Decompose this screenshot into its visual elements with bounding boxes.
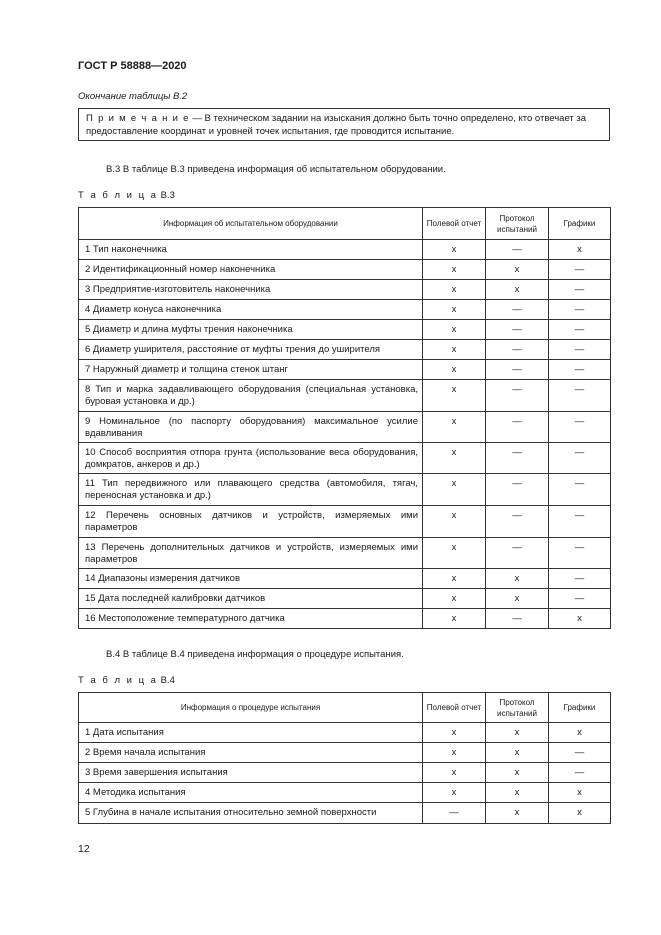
protocol-cell: x [486, 260, 549, 280]
protocol-cell: x [486, 763, 549, 783]
table-row [79, 360, 611, 380]
row-info-cell: 7 Наружный диаметр и толщина стенок штанг [79, 360, 423, 380]
note-box [78, 108, 610, 141]
table-header-row [79, 693, 611, 723]
row-info-cell: 2 Время начала испытания [79, 743, 423, 763]
field-report-cell: — [423, 803, 486, 824]
row-info-cell: 8 Тип и марка задавливающего оборудования (специальная установка, буровая установка и др.) [79, 380, 423, 412]
table-row [79, 609, 611, 629]
graphs-cell: — [549, 743, 611, 763]
table-row [79, 569, 611, 589]
graphs-cell: x [549, 783, 611, 803]
graphs-cell: — [549, 538, 611, 569]
table-row [79, 743, 611, 763]
protocol-cell: — [486, 538, 549, 569]
protocol-cell: — [486, 360, 549, 380]
header-graphs: Графики [549, 693, 611, 723]
protocol-cell: — [486, 412, 549, 443]
field-report-cell: x [423, 340, 486, 360]
row-info-cell: 1 Дата испытания [79, 723, 423, 743]
field-report-cell: x [423, 723, 486, 743]
paragraph-b4: В.4 В таблице В.4 приведена информация о процедуре испытания. [106, 649, 404, 660]
protocol-cell: — [486, 320, 549, 340]
graphs-cell: x [549, 609, 611, 629]
row-info-cell: 4 Методика испытания [79, 783, 423, 803]
graphs-cell: x [549, 803, 611, 824]
table-row [79, 783, 611, 803]
graphs-cell: — [549, 589, 611, 609]
graphs-cell: — [549, 300, 611, 320]
row-info-cell: 9 Номинальное (по паспорту оборудования) максимальное усилие вдавливания [79, 412, 423, 443]
table-row [79, 443, 611, 474]
table-row [79, 412, 611, 443]
table-b3-caption: Т а б л и ц а В.3 [78, 190, 175, 201]
field-report-cell: x [423, 443, 486, 474]
table-row [79, 589, 611, 609]
row-info-cell: 13 Перечень дополнительных датчиков и устройств, измеряемых ими параметров [79, 538, 423, 569]
note-label: П р и м е ч а н и е [86, 113, 190, 124]
standard-number: ГОСТ Р 58888—2020 [78, 60, 187, 72]
row-info-cell: 6 Диаметр уширителя, расстояние от муфты трения до уширителя [79, 340, 423, 360]
row-info-cell: 14 Диапазоны измерения датчиков [79, 569, 423, 589]
table-row [79, 506, 611, 538]
graphs-cell: — [549, 412, 611, 443]
graphs-cell: — [549, 569, 611, 589]
page-number: 12 [78, 843, 90, 855]
header-field-report: Полевой отчет [423, 208, 486, 240]
field-report-cell: x [423, 320, 486, 340]
table-row [79, 260, 611, 280]
protocol-cell: x [486, 743, 549, 763]
table-row [79, 474, 611, 506]
protocol-cell: x [486, 569, 549, 589]
row-info-cell: 2 Идентификационный номер наконечника [79, 260, 423, 280]
field-report-cell: x [423, 609, 486, 629]
table-b4-caption: Т а б л и ц а В.4 [78, 675, 175, 686]
field-report-cell: x [423, 783, 486, 803]
protocol-cell: x [486, 280, 549, 300]
table-row [79, 723, 611, 743]
table-row [79, 763, 611, 783]
header-info: Информация об испытательном оборудовании [79, 208, 423, 240]
paragraph-b3: В.3 В таблице В.3 приведена информация об испытательном оборудовании. [106, 164, 446, 175]
field-report-cell: x [423, 260, 486, 280]
field-report-cell: x [423, 412, 486, 443]
row-info-cell: 16 Местоположение температурного датчика [79, 609, 423, 629]
table-row [79, 803, 611, 824]
header-protocol: Протокол испытаний [486, 208, 549, 240]
note-text: — В техническом задании на изыскания должно быть точно определено, кто отвечает за предоставление координат и уровней точек испытания, где проводится испытание. [86, 113, 587, 137]
table-b4 [78, 692, 611, 824]
header-field-report: Полевой отчет [423, 693, 486, 723]
table-b3 [78, 207, 611, 629]
field-report-cell: x [423, 569, 486, 589]
header-protocol: Протокол испытаний [486, 693, 549, 723]
field-report-cell: x [423, 506, 486, 538]
protocol-cell: — [486, 609, 549, 629]
header-graphs: Графики [549, 208, 611, 240]
table-row [79, 538, 611, 569]
protocol-cell: x [486, 589, 549, 609]
graphs-cell: — [549, 506, 611, 538]
table-row [79, 340, 611, 360]
table-row [79, 300, 611, 320]
protocol-cell: — [486, 380, 549, 412]
table-header-row [79, 208, 611, 240]
row-info-cell: 3 Время завершения испытания [79, 763, 423, 783]
row-info-cell: 5 Глубина в начале испытания относительно земной поверхности [79, 803, 423, 824]
protocol-cell: x [486, 723, 549, 743]
graphs-cell: — [549, 320, 611, 340]
graphs-cell: x [549, 240, 611, 260]
protocol-cell: — [486, 506, 549, 538]
table-row [79, 280, 611, 300]
field-report-cell: x [423, 589, 486, 609]
graphs-cell: — [549, 360, 611, 380]
graphs-cell: — [549, 443, 611, 474]
row-info-cell: 1 Тип наконечника [79, 240, 423, 260]
graphs-cell: — [549, 340, 611, 360]
graphs-cell: — [549, 260, 611, 280]
row-info-cell: 5 Диаметр и длина муфты трения наконечника [79, 320, 423, 340]
field-report-cell: x [423, 763, 486, 783]
field-report-cell: x [423, 380, 486, 412]
table-row [79, 380, 611, 412]
header-info: Информация о процедуре испытания [79, 693, 423, 723]
graphs-cell: — [549, 763, 611, 783]
protocol-cell: x [486, 803, 549, 824]
protocol-cell: x [486, 783, 549, 803]
field-report-cell: x [423, 300, 486, 320]
table-continuation-label: Окончание таблицы В.2 [78, 91, 188, 102]
row-info-cell: 10 Способ восприятия отпора грунта (использование веса оборудования, домкратов, анкеров и др.) [79, 443, 423, 474]
table-row [79, 240, 611, 260]
row-info-cell: 3 Предприятие-изготовитель наконечника [79, 280, 423, 300]
row-info-cell: 15 Дата последней калибровки датчиков [79, 589, 423, 609]
field-report-cell: x [423, 743, 486, 763]
graphs-cell: — [549, 474, 611, 506]
field-report-cell: x [423, 474, 486, 506]
graphs-cell: — [549, 280, 611, 300]
row-info-cell: 11 Тип передвижного или плавающего средства (автомобиля, тягач, переносная установка и др.) [79, 474, 423, 506]
protocol-cell: — [486, 240, 549, 260]
field-report-cell: x [423, 538, 486, 569]
row-info-cell: 4 Диаметр конуса наконечника [79, 300, 423, 320]
row-info-cell: 12 Перечень основных датчиков и устройств, измеряемых ими параметров [79, 506, 423, 538]
field-report-cell: x [423, 280, 486, 300]
graphs-cell: x [549, 723, 611, 743]
graphs-cell: — [549, 380, 611, 412]
field-report-cell: x [423, 240, 486, 260]
table-row [79, 320, 611, 340]
protocol-cell: — [486, 340, 549, 360]
protocol-cell: — [486, 443, 549, 474]
protocol-cell: — [486, 300, 549, 320]
protocol-cell: — [486, 474, 549, 506]
field-report-cell: x [423, 360, 486, 380]
